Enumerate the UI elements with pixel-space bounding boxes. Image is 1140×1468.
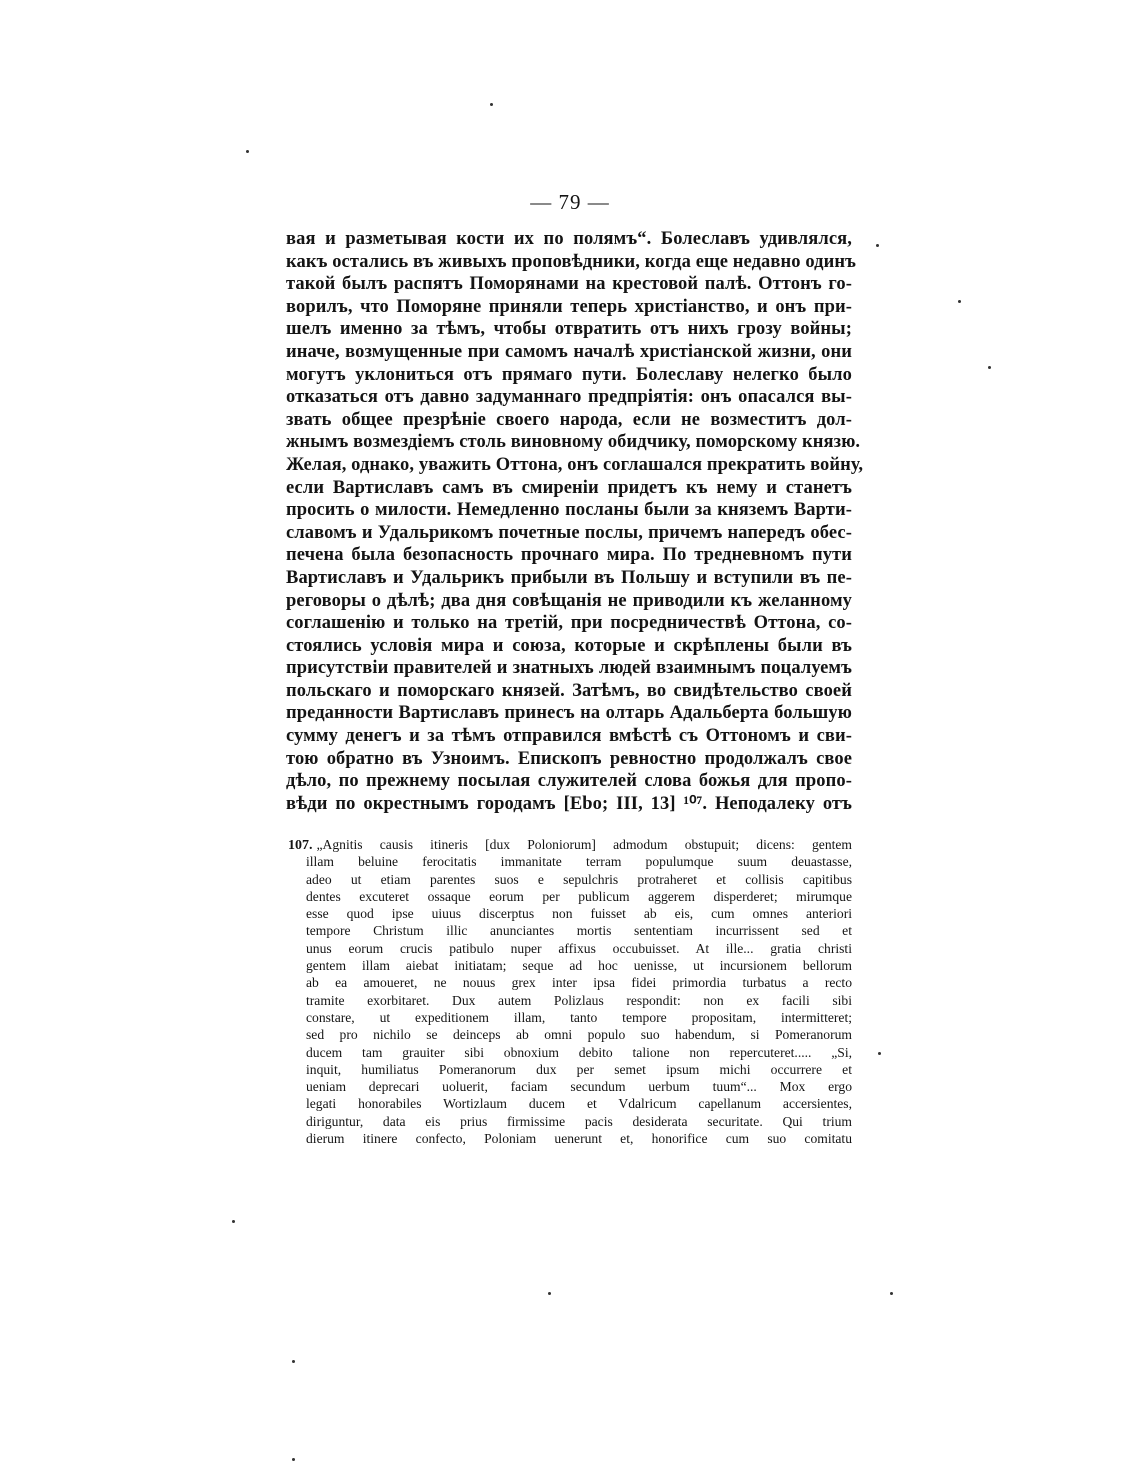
- footnote-text: „Agnitis causis itineris [dux Poloniorum] admodum obstupuit; dicens: gentem: [316, 837, 852, 852]
- main-text-block: [286, 228, 864, 815]
- scan-speck: [988, 366, 991, 369]
- text-line: если Вартиславъ самъ въ смиреніи придетъ къ нему и станетъ: [286, 477, 852, 498]
- text-line: славомъ и Удальрикомъ почетные послы, причемъ напередъ обес-: [286, 522, 852, 543]
- text-line: Вартиславъ и Удальрикъ прибыли въ Польшу и вступили въ пе-: [286, 567, 852, 588]
- text-line: печена была безопасность прочнаго мира. По тредневномъ пути: [286, 545, 852, 566]
- footnote-line: inquit, humiliatus Pomeranorum dux per semet ipsum michi occurrere et: [306, 1061, 852, 1077]
- footnote-line: tramite exorbitaret. Dux autem Polizlaus respondit: non ex facili sibi: [306, 992, 852, 1008]
- text-line: ворилъ, что Поморяне приняли теперь христіанство, и онъ при-: [286, 296, 852, 317]
- text-line: отказаться отъ давно задуманнаго предпріятія: онъ опасался вы-: [286, 387, 852, 408]
- text-line: дѣло, по прежнему посылая служителей слова божья для пропо-: [286, 771, 852, 792]
- scan-speck: [246, 150, 249, 153]
- scan-speck: [876, 244, 879, 247]
- text-line: иначе, возмущенные при самомъ началѣ христіанской жизни, они: [286, 341, 852, 362]
- text-line: польскаго и поморскаго князей. Затѣмъ, во свидѣтельство своей: [286, 680, 852, 701]
- footnote-line: ueniam deprecari uoluerit, faciam secundum uerbum tuum“... Mox ergo: [306, 1079, 852, 1095]
- footnote-line: constare, ut expeditionem illam, tanto tempore propositam, intermitteret;: [306, 1009, 852, 1025]
- footnote-line: adeo ut etiam parentes suos e sepulchris protraheret et collisis capitibus: [306, 871, 852, 887]
- text-line: звать общее презрѣніе своего народа, если не возместитъ дол-: [286, 409, 852, 430]
- footnote-block: [288, 836, 852, 1147]
- footnote-line: diriguntur, data eis prius firmissime pacis desiderata securitate. Qui trium: [306, 1113, 852, 1129]
- footnote-line: illam beluine ferocitatis immanitate terram populumque suum deuastasse,: [306, 854, 852, 870]
- scan-speck: [232, 1220, 235, 1223]
- footnote-number: 107.: [288, 838, 313, 853]
- text-line: шелъ именно за тѣмъ, чтобы отвратить отъ нихъ грозу войны;: [286, 319, 852, 340]
- text-line: стоялись условія мира и союза, которые и скрѣплены были въ: [286, 635, 852, 656]
- footnote-line: unus eorum crucis patibulo nuper affixus occubuisset. At ille... gratia christi: [306, 940, 852, 956]
- scan-speck: [878, 1052, 881, 1055]
- footnote-line: gentem illam aiebat initiatam; seque ad hoc uenisse, ut incursionem bellorum: [306, 958, 852, 974]
- text-line: соглашенію и только на третій, при посредничествѣ Оттона, со-: [286, 613, 852, 634]
- footnote-line: dierum itinere confecto, Poloniam uenerunt et, honorifice cum suo comitatu: [306, 1131, 852, 1147]
- footnote-line: ab ea amoueret, ne nouus grex inter ipsa fidei primordia turbatus a recto: [306, 975, 852, 991]
- text-line: такой былъ распятъ Поморянами на крестовой палѣ. Оттонъ го-: [286, 274, 852, 295]
- footnote-line: sed pro nichilo se deinceps ab omni populo suo habendum, si Pomeranorum: [306, 1027, 852, 1043]
- text-line: вая и разметывая кости их по полямъ“. Болеславъ удивлялся,: [286, 229, 852, 249]
- text-line: тою обратно въ Узноимъ. Епископъ ревностно продолжалъ свое: [286, 748, 852, 769]
- text-line: присутствіи правителей и знатныхъ людей взаимнымъ поцалуемъ: [286, 658, 852, 679]
- footnote-line: ducem tam grauiter sibi obnoxium debito talione non repercuteret..... „Si,: [306, 1044, 852, 1060]
- scan-speck: [292, 1458, 295, 1461]
- text-line: преданности Вартиславъ принесъ на олтарь Адальберта большую: [286, 703, 852, 724]
- scan-speck: [890, 1292, 893, 1295]
- footnote-line: legati honorabiles Wortizlaum ducem et Vdalricum capellanum accersientes,: [306, 1096, 852, 1112]
- text-line: Желая, однако, уважить Оттона, онъ соглашался прекратить войну,: [286, 454, 864, 475]
- text-line: сумму денегъ и за тѣмъ отправился вмѣстѣ съ Оттономъ и сви-: [286, 726, 852, 747]
- footnote-line: [288, 836, 852, 853]
- page-number: — 79 —: [530, 190, 610, 214]
- scan-speck: [490, 103, 493, 106]
- footnote-line: esse quod ipse uiuus discerptus non fuisset ab eis, cum omnes anteriori: [306, 906, 852, 922]
- scan-speck: [548, 1292, 551, 1295]
- text-line: вѣди по окрестнымъ городамъ [Ebo; III, 13] ¹⁰⁷. Неподалеку отъ: [286, 793, 852, 814]
- text-line: реговоры о дѣлѣ; два дня совѣщанія не приводили къ желанному: [286, 590, 852, 611]
- text-line: просить о милости. Немедленно посланы были за княземъ Варти-: [286, 500, 852, 521]
- text-line: могутъ уклониться отъ прямаго пути. Болеславу нелегко было: [286, 364, 852, 385]
- footnote-line: dentes excuteret ossaque eorum per publicum aggerem disperderet; mirumque: [306, 888, 852, 904]
- footnote-line: tempore Christum illic anunciantes mortis sententiam incurrissent sed et: [306, 923, 852, 939]
- scan-speck: [958, 300, 961, 303]
- text-line: жнымъ возмездіемъ столь виновному обидчику, поморскому князю.: [286, 432, 861, 453]
- scan-speck: [292, 1360, 295, 1363]
- text-line: какъ остались въ живыхъ проповѣдники, когда еще недавно одинъ: [286, 251, 857, 272]
